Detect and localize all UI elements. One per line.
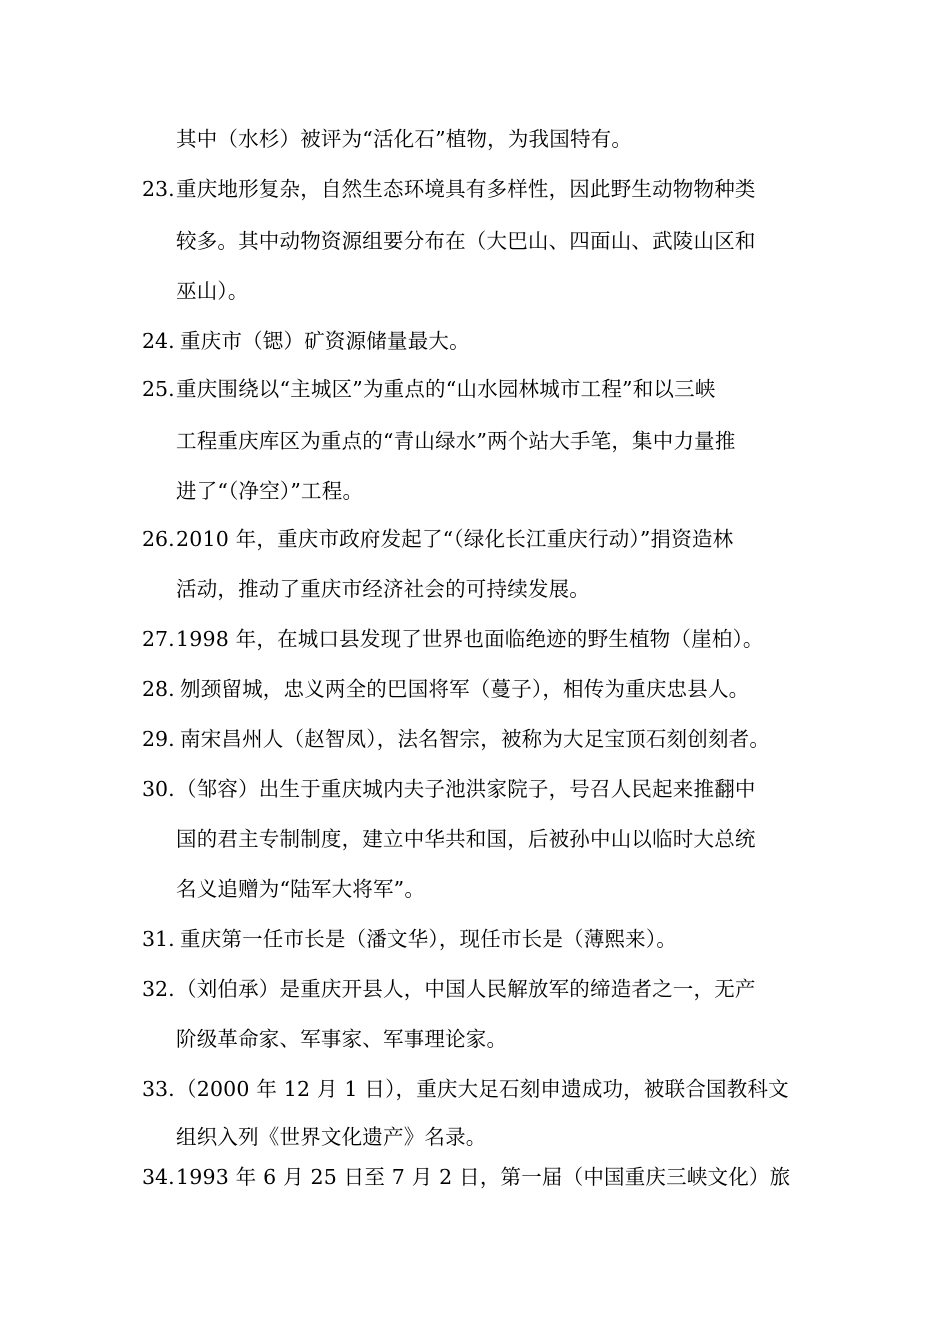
paragraph-line: 其中（水杉）被评为“活化石”植物，为我国特有。 (176, 127, 633, 151)
paragraph-line: （邹容）出生于重庆城内夫子池洪家院子，号召人民起来推翻中 (176, 777, 756, 801)
item-number: 26. (142, 527, 175, 551)
item-number: 27. (142, 627, 175, 651)
item-number: 33. (142, 1077, 175, 1101)
paragraph-line: 重庆围绕以“主城区”为重点的“山水园林城市工程”和以三峡 (176, 377, 716, 401)
item-number: 34. (142, 1165, 175, 1189)
item-number: 28. (142, 677, 175, 701)
item-number: 29. (142, 727, 175, 751)
paragraph-line: （刘伯承）是重庆开县人，中国人民解放军的缔造者之一，无产 (176, 977, 756, 1001)
paragraph-line: 1993 年 6 月 25 日至 7 月 2 日，第一届（中国重庆三峡文化）旅 (176, 1165, 791, 1189)
paragraph-line: 工程重庆库区为重点的“青山绿水”两个站大手笔，集中力量推 (176, 429, 736, 453)
item-number: 23. (142, 177, 175, 201)
paragraph-line: 重庆地形复杂，自然生态环境具有多样性，因此野生动物物种类 (176, 177, 756, 201)
item-number: 31. (142, 927, 175, 951)
item-number: 30. (142, 777, 175, 801)
item-number: 24. (142, 329, 175, 353)
paragraph-line: 南宋昌州人（赵智凤），法名智宗，被称为大足宝顶石刻创刻者。 (180, 727, 771, 751)
paragraph-line: 进了“（净空）”工程。 (176, 479, 364, 503)
paragraph-line: 较多。其中动物资源组要分布在（大巴山、四面山、武陵山区和 (176, 229, 756, 253)
item-number: 25. (142, 377, 175, 401)
paragraph-line: 阶级革命家、军事家、军事理论家。 (176, 1027, 508, 1051)
paragraph-line: 2010 年，重庆市政府发起了“（绿化长江重庆行动）”捐资造林 (176, 527, 734, 551)
paragraph-line: （2000 年 12 月 1 日），重庆大足石刻申遗成功，被联合国教科文 (176, 1077, 789, 1101)
paragraph-line: 重庆市（锶）矿资源储量最大。 (180, 329, 470, 353)
paragraph-line: 组织入列《世界文化遗产》名录。 (176, 1125, 487, 1149)
paragraph-line: 巫山）。 (176, 279, 249, 303)
paragraph-line: 刎颈留城，忠义两全的巴国将军（蔓子），相传为重庆忠县人。 (180, 677, 750, 701)
item-number: 32. (142, 977, 175, 1001)
paragraph-line: 重庆第一任市长是（潘文华），现任市长是（薄熙来）。 (180, 927, 677, 951)
paragraph-line: 国的君主专制制度，建立中华共和国，后被孙中山以临时大总统 (176, 827, 756, 851)
paragraph-line: 名义追赠为“陆军大将军”。 (176, 877, 426, 901)
paragraph-line: 1998 年，在城口县发现了世界也面临绝迹的野生植物（崖柏）。 (176, 627, 764, 651)
paragraph-line: 活动，推动了重庆市经济社会的可持续发展。 (176, 577, 590, 601)
